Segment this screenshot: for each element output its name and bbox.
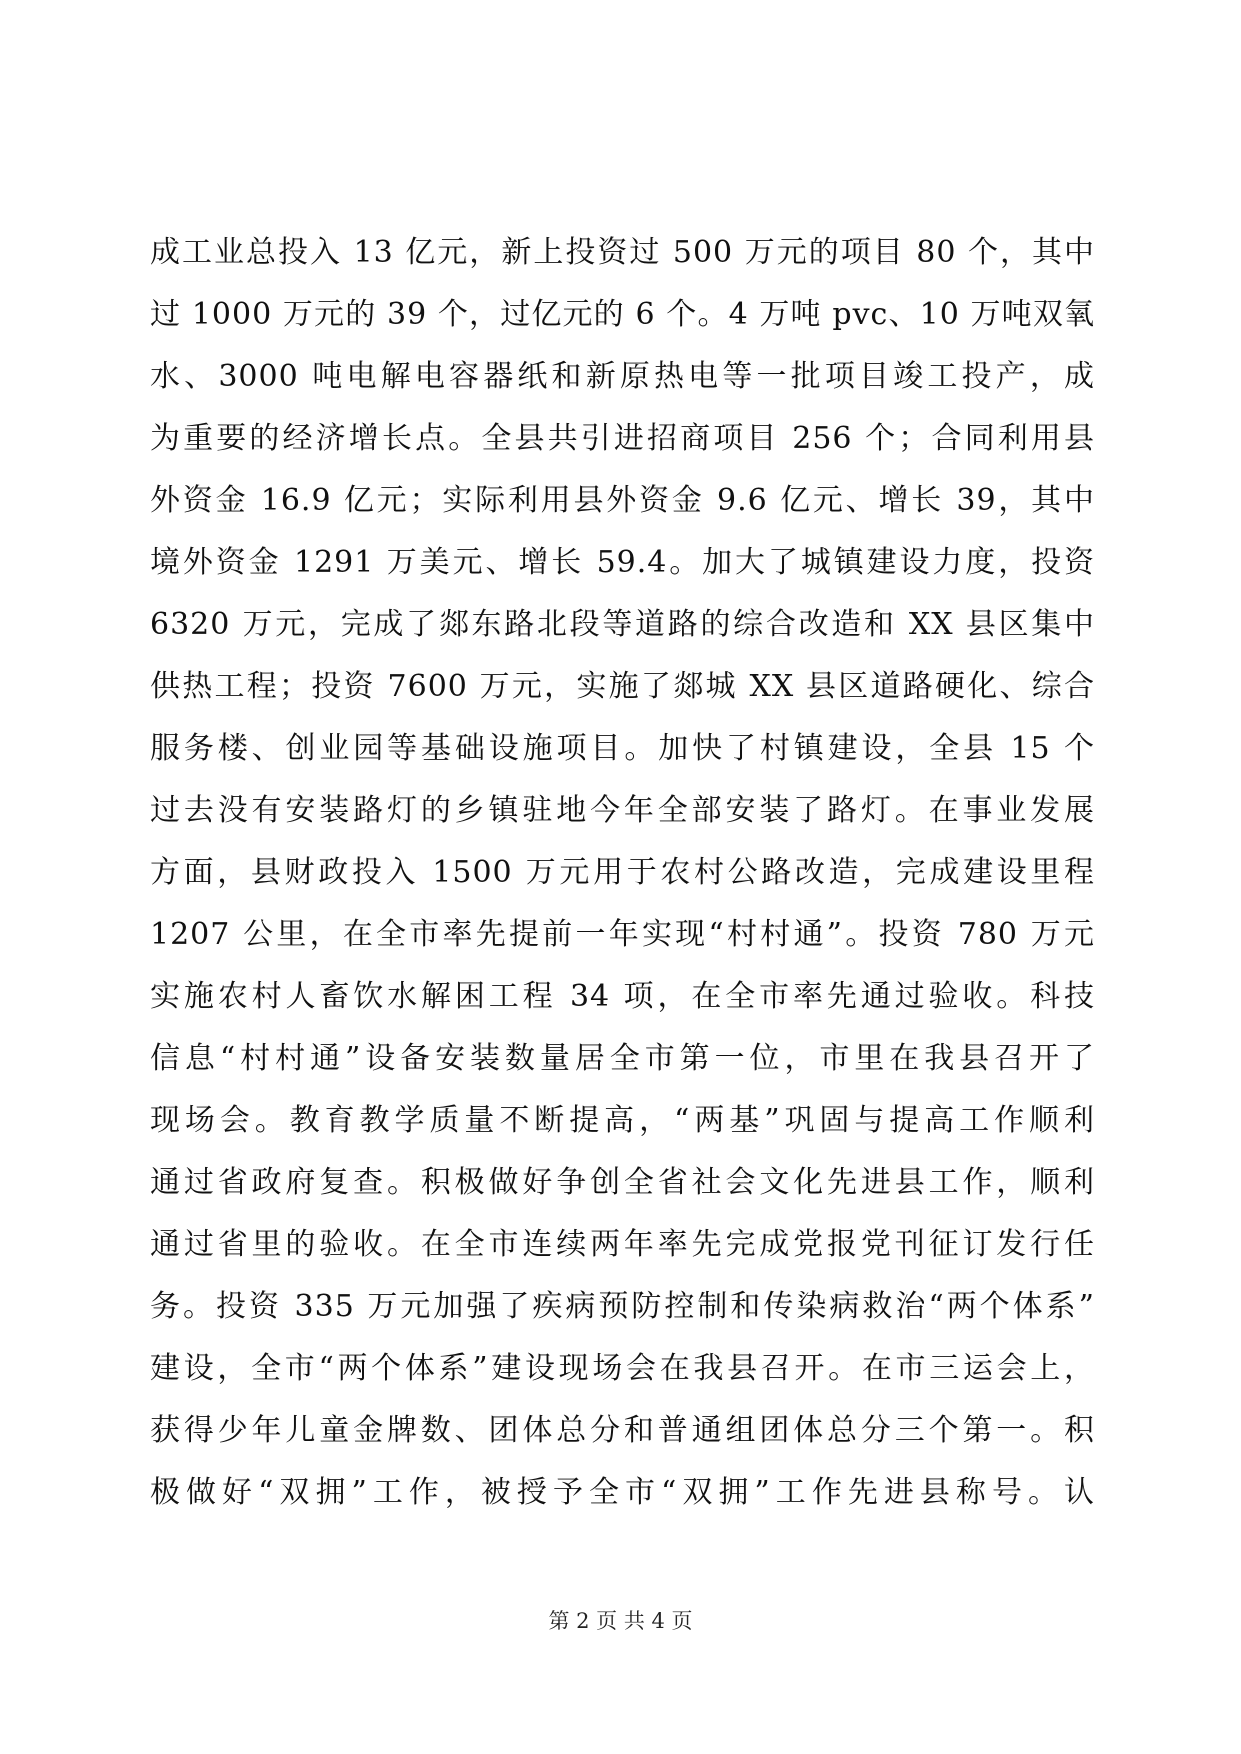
text-line: 水、3000 吨电解电容器纸和新原热电等一批项目竣工投产，成 [150, 359, 1095, 394]
text-line: 通过省里的验收。在全市连续两年率先完成党报党刊征订发行任 [150, 1227, 1095, 1262]
text-line: 方面，县财政投入 1500 万元用于农村公路改造，完成建设里程 [150, 855, 1095, 890]
text-line: 获得少年儿童金牌数、团体总分和普通组团体总分三个第一。积 [150, 1413, 1095, 1448]
text-line: 通过省政府复查。积极做好争创全省社会文化先进县工作，顺利 [150, 1165, 1095, 1200]
text-line: 过 1000 万元的 39 个，过亿元的 6 个。4 万吨 pvc、10 万吨双氧 [150, 297, 1095, 332]
text-line: 外资金 16.9 亿元；实际利用县外资金 9.6 亿元、增长 39，其中 [150, 483, 1095, 518]
text-line: 极做好“双拥”工作，被授予全市“双拥”工作先进县称号。认 [150, 1475, 1095, 1510]
text-line: 信息“村村通”设备安装数量居全市第一位，市里在我县召开了 [150, 1041, 1095, 1076]
text-line: 境外资金 1291 万美元、增长 59.4。加大了城镇建设力度，投资 [150, 545, 1095, 580]
text-line: 实施农村人畜饮水解困工程 34 项，在全市率先通过验收。科技 [150, 979, 1095, 1014]
text-line: 现场会。教育教学质量不断提高，“两基”巩固与提高工作顺利 [150, 1103, 1095, 1138]
text-line: 务。投资 335 万元加强了疾病预防控制和传染病救治“两个体系” [150, 1289, 1095, 1324]
text-line: 1207 公里，在全市率先提前一年实现“村村通”。投资 780 万元 [150, 917, 1095, 952]
text-line: 服务楼、创业园等基础设施项目。加快了村镇建设，全县 15 个 [150, 731, 1095, 766]
text-line: 供热工程；投资 7600 万元，实施了郯城 XX 县区道路硬化、综合 [150, 669, 1095, 704]
body-text [150, 222, 1095, 1524]
text-line: 建设，全市“两个体系”建设现场会在我县召开。在市三运会上， [150, 1351, 1095, 1386]
page-footer: 第 2 页 共 4 页 [548, 1609, 693, 1633]
text-line: 为重要的经济增长点。全县共引进招商项目 256 个；合同利用县 [150, 421, 1095, 456]
text-line: 6320 万元，完成了郯东路北段等道路的综合改造和 XX 县区集中 [150, 607, 1095, 642]
text-line: 过去没有安装路灯的乡镇驻地今年全部安装了路灯。在事业发展 [150, 793, 1095, 828]
text-line: 成工业总投入 13 亿元，新上投资过 500 万元的项目 80 个，其中 [150, 235, 1095, 270]
